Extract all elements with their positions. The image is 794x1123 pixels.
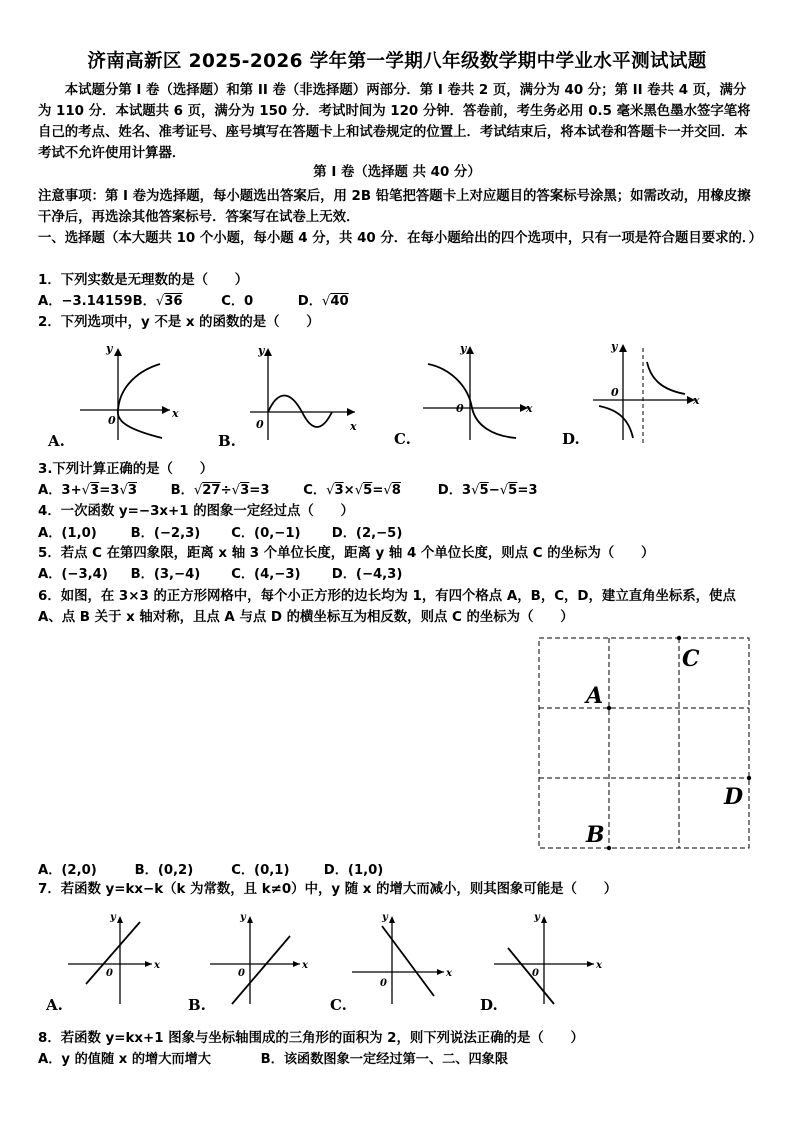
- q6-grid-figure: [530, 628, 760, 858]
- q7-label-b: B.: [188, 996, 206, 1014]
- svg-text:x: x: [446, 968, 452, 979]
- q4-option-b: B．(−2,3): [130, 526, 201, 541]
- q2-label-b: B.: [218, 432, 236, 450]
- q6-option-d: D．(1,0): [323, 863, 384, 878]
- q5-option-c: C．(4,−3): [231, 567, 301, 582]
- q2-graph-a: [50, 340, 179, 450]
- q3-option-a: A．3+√3=3√3: [38, 483, 138, 498]
- q2-label-d: D.: [562, 430, 580, 448]
- notice: 注意事项：第 I 卷为选择题，每小题选出答案后，用 2B 铅笔把答题卡上对应题目的答案标号涂黑；如需改动，用橡皮擦干净后，再选涂其他答案标号．答案写在试卷上无效．: [38, 189, 751, 225]
- q7-graph-d: [494, 912, 604, 1012]
- q7-stem: 7．若函数 y=kx−k（k 为常数，且 k≠0）中，y 随 x 的增大而减小，则其图象可能是（ ）: [38, 882, 618, 897]
- q6-point-a: A: [586, 683, 604, 709]
- svg-text:y: y: [240, 912, 246, 923]
- q4-options: [38, 525, 402, 543]
- q8-stem: 8．若函数 y=kx+1 图象与坐标轴围成的三角形的面积为 2，则下列说法正确的是（ ）: [38, 1031, 584, 1046]
- q6-point-a-dot: [607, 706, 611, 710]
- svg-text:0: 0: [108, 414, 116, 427]
- svg-text:0: 0: [532, 968, 539, 979]
- q4-stem: 4．一次函数 y=−3x+1 的图象一定经过点（ ）: [38, 504, 354, 519]
- svg-text:x: x: [172, 407, 179, 420]
- part-heading: 一、选择题（本大题共 10 个小题，每小题 4 分，共 40 分．在每小题给出的四个选项中，只有一项是符合题目要求的．）: [38, 231, 762, 246]
- q6-option-a: A．(2,0): [38, 863, 97, 878]
- svg-text:y: y: [611, 340, 618, 353]
- q3-options: [38, 482, 538, 500]
- svg-text:x: x: [350, 420, 357, 433]
- svg-text:0: 0: [238, 968, 245, 979]
- svg-text:y: y: [534, 912, 540, 923]
- q1-option-b: B．√36: [132, 294, 183, 309]
- exam-intro: 本试题分第 I 卷（选择题）和第 II 卷（非选择题）两部分．第 I 卷共 2 页，满分为 40 分；第 II 卷共 4 页，满分为 110 分．本试题共 6 页，满分为 150 分．考试时间为 120 分钟．答卷前，考生务必用 0.5 毫米黑色墨水签字笔将自己的考点、姓名、准考证号、座号填写在答题卡上和试卷规定的位置上．考试结束后，将本试卷和答题卡一并交回．本考试不允许使用计算器．: [38, 83, 751, 161]
- q5-option-a: A．(−3,4): [38, 567, 108, 582]
- q5-option-d: D．(−4,3): [331, 567, 403, 582]
- q8-option-a: A．y 的值随 x 的增大而增大: [38, 1052, 211, 1067]
- q8-option-b: B．该函数图象一定经过第一、二、四象限: [260, 1052, 509, 1067]
- svg-text:y: y: [106, 342, 113, 355]
- q7-label-d: D.: [480, 996, 498, 1014]
- q2-graph-c: [418, 340, 538, 450]
- q3-option-c: C．√3×√5=√8: [303, 483, 401, 498]
- q7-graph-c: [352, 912, 452, 1012]
- svg-text:0: 0: [256, 418, 264, 431]
- svg-text:x: x: [693, 394, 700, 407]
- q6-stem: 6．如图，在 3×3 的正方形网格中，每个小正方形的边长均为 1，有四个格点 A，B，C，D，建立直角坐标系，使点 A、点 B 关于 x 轴对称，且点 A 与点 D 的横坐标互为相反数，则点 C 的坐标为（ ）: [38, 589, 736, 625]
- svg-text:x: x: [154, 960, 160, 971]
- q6-point-d-dot: [747, 776, 751, 780]
- exam-title: 济南高新区 2025-2026 学年第一学期八年级数学期中学业水平测试试题: [87, 51, 707, 72]
- svg-text:y: y: [382, 912, 388, 923]
- q5-option-b: B．(3,−4): [130, 567, 201, 582]
- q1-option-d: D．√40: [297, 294, 349, 309]
- q3-option-b: B．√27÷√3=3: [170, 483, 270, 498]
- svg-text:x: x: [302, 960, 308, 971]
- svg-text:0: 0: [611, 386, 619, 399]
- q1-option-a: A．−3.14159: [38, 294, 133, 309]
- section-heading: 第 I 卷（选择题 共 40 分）: [313, 165, 481, 180]
- svg-text:0: 0: [106, 968, 113, 979]
- q1-option-c: C．0: [221, 294, 254, 309]
- svg-text:0: 0: [456, 402, 464, 415]
- svg-text:y: y: [110, 912, 116, 923]
- q2-graph-b: [230, 340, 357, 450]
- svg-text:y: y: [460, 342, 467, 355]
- q4-option-c: C．(0,−1): [231, 526, 301, 541]
- q7-label-c: C.: [330, 996, 347, 1014]
- q5-stem: 5．若点 C 在第四象限，距离 x 轴 3 个单位长度，距离 y 轴 4 个单位长度，则点 C 的坐标为（ ）: [38, 546, 655, 561]
- q2-graph-d: [585, 340, 705, 450]
- q6-option-c: C．(0,1): [231, 863, 290, 878]
- q5-options: [38, 566, 402, 584]
- q3-option-d: D．3√5−√5=3: [437, 483, 538, 498]
- q6-point-b-dot: [607, 846, 611, 850]
- q2-stem: 2．下列选项中，y 不是 x 的函数的是（ ）: [38, 315, 320, 330]
- q2-label-a: A.: [48, 432, 65, 450]
- svg-text:x: x: [596, 960, 602, 971]
- q1-options: [38, 293, 349, 311]
- q4-option-a: A．(1,0): [38, 526, 97, 541]
- svg-text:y: y: [258, 344, 265, 357]
- q2-label-c: C.: [394, 430, 411, 448]
- q6-point-c-dot: [677, 636, 681, 640]
- q7-graph-b: [210, 912, 310, 1012]
- svg-text:x: x: [526, 402, 533, 415]
- q7-label-a: A.: [46, 996, 63, 1014]
- q6-point-d: D: [724, 784, 744, 810]
- q1-stem: 1．下列实数是无理数的是（ ）: [38, 273, 249, 288]
- q3-stem: 3.下列计算正确的是（ ）: [38, 462, 214, 477]
- q6-option-b: B．(0,2): [134, 863, 194, 878]
- svg-text:0: 0: [380, 978, 387, 989]
- q6-options: [38, 862, 383, 880]
- q7-graph-a: [68, 912, 168, 1012]
- q6-point-b: B: [586, 822, 605, 848]
- q4-option-d: D．(2,−5): [331, 526, 403, 541]
- q8-options: [38, 1051, 508, 1069]
- q6-point-c: C: [682, 646, 700, 672]
